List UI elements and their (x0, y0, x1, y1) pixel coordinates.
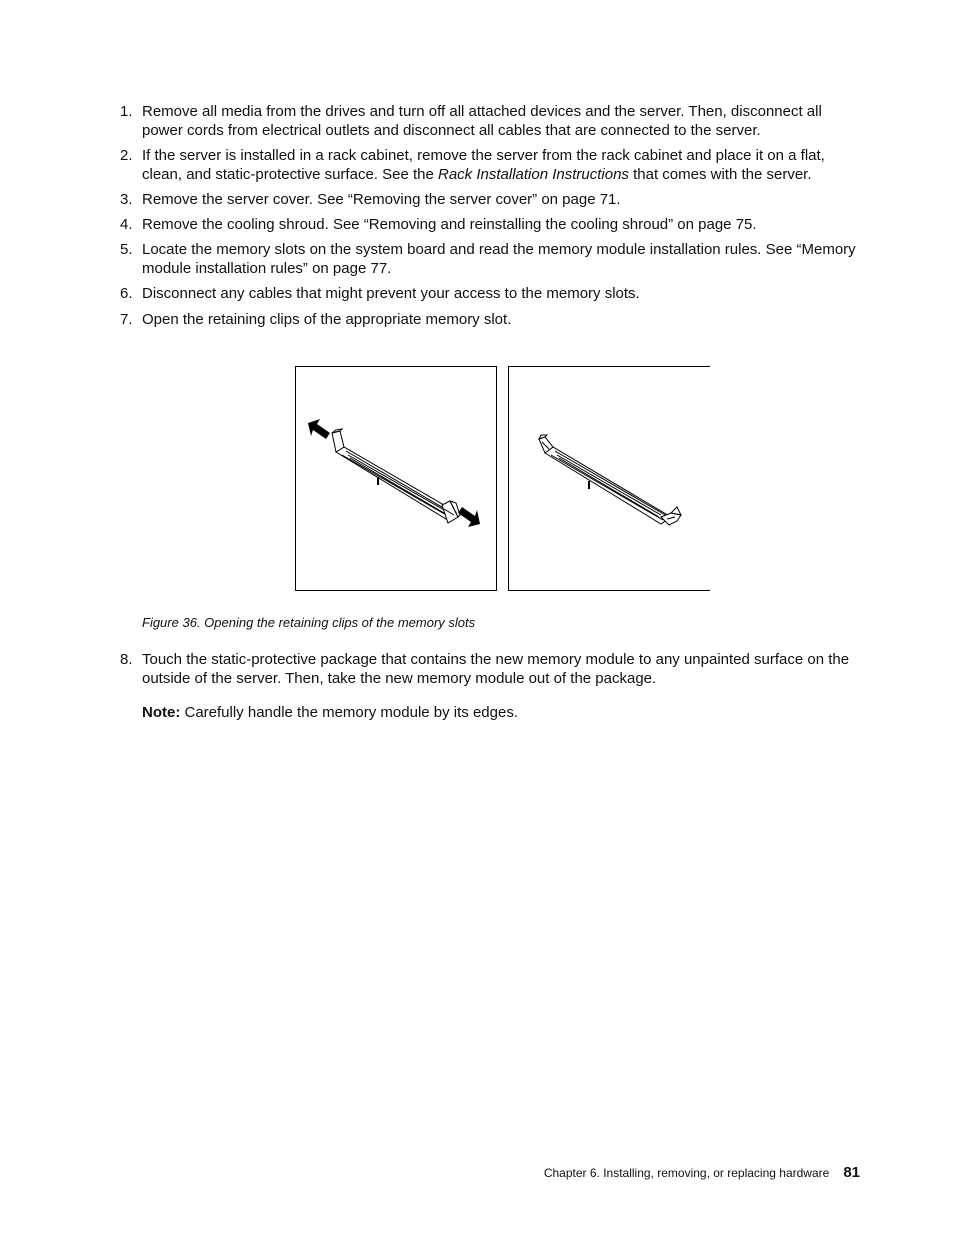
step-7 (120, 310, 865, 329)
step-number: 4. (120, 216, 133, 233)
step-text (142, 146, 865, 184)
step-number: 8. (120, 651, 133, 668)
page-footer (544, 1163, 860, 1183)
page-number: 81 (843, 1164, 860, 1181)
step-8 (120, 650, 865, 688)
step-text: Remove the server cover. See “Removing the server cover” on page 71. (142, 191, 621, 208)
document-title-reference: Rack Installation Instructions (438, 166, 629, 183)
step-text: Remove the cooling shroud. See “Removing and reinstalling the cooling shroud” on page 75. (142, 216, 757, 233)
step-number: 5. (120, 241, 133, 258)
figure-caption: Figure 36. Opening the retaining clips of the memory slots (142, 615, 476, 630)
step-number: 3. (120, 191, 133, 208)
step-text: Disconnect any cables that might prevent your access to the memory slots. (142, 285, 640, 302)
step-number: 6. (120, 285, 133, 302)
note (142, 703, 518, 722)
figure-panel-clips-open (508, 366, 710, 591)
step-1 (120, 102, 865, 140)
step-number: 7. (120, 311, 133, 328)
footer-chapter: Chapter 6. Installing, removing, or replacing hardware (543, 1166, 830, 1180)
step-text: Remove all media from the drives and turn off all attached devices and the server. Then, disconnect all power cords from electrical outlets and disconnect all cables that are connected to the server. (142, 103, 822, 139)
figure-panel-opening-clips (295, 366, 497, 591)
note-label: Note: (142, 704, 181, 721)
step-number: 2. (120, 147, 133, 164)
step-text-part: If the server is installed in a rack cabinet, remove the server from the rack cabinet and place it on a flat, clean, and static-protective surface. See the (142, 147, 825, 183)
step-text: Touch the static-protective package that contains the new memory module to any unpainted surface on the outside of the server. Then, take the new memory module out of the package. (142, 651, 850, 687)
note-text: Carefully handle the memory module by its edges. (180, 704, 518, 721)
arrow-down-right-icon (458, 507, 480, 527)
step-4 (120, 215, 865, 234)
step-6 (120, 284, 865, 303)
memory-slot-illustration (509, 367, 711, 590)
step-number: 1. (120, 103, 133, 120)
step-text-part: that comes with the server. (628, 166, 812, 183)
step-text: Open the retaining clips of the appropriate memory slot. (142, 311, 512, 328)
step-3 (120, 190, 865, 209)
step-2 (120, 146, 865, 184)
memory-slot-illustration (296, 367, 496, 590)
arrow-up-left-icon (308, 419, 330, 439)
step-text: Locate the memory slots on the system board and read the memory module installation rules. See “Memory module installation rules” on page 77. (142, 241, 856, 277)
step-5 (120, 240, 865, 278)
